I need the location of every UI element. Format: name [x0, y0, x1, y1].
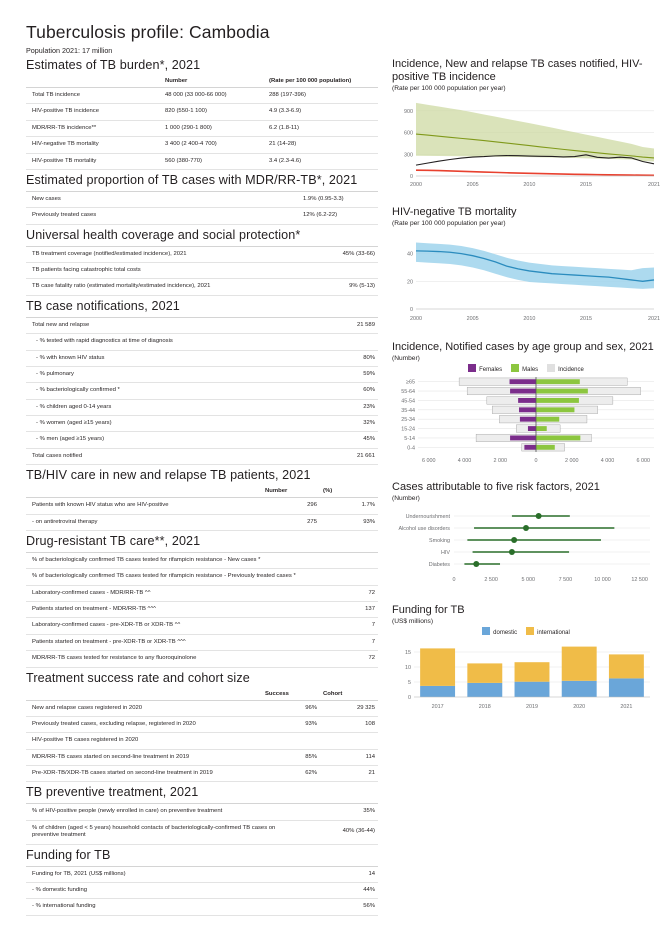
notifications-table — [26, 317, 378, 465]
col-header-blank-ts — [26, 689, 262, 701]
row-label: - % women (aged ≥15 years) — [26, 416, 300, 432]
risk-factor-label: Smoking — [429, 537, 450, 544]
x-tick-label: 2015 — [580, 181, 592, 188]
row-value: 12% (6.2-22) — [300, 208, 378, 224]
row-label: Pre-XDR-TB/XDR-TB cases started on second-line treatment in 2019 — [26, 766, 262, 782]
col-header-number-tbhiv: Number — [262, 486, 320, 498]
col-header-blank — [26, 76, 162, 88]
row-label: HIV-positive TB incidence — [26, 104, 162, 120]
chart-title-age-sex: Incidence, Notified cases by age group and sex, 2021 — [392, 340, 654, 353]
col-header-number: Number — [162, 76, 266, 88]
row-number: 275 — [262, 514, 320, 530]
row-label: Patients started on treatment - pre-XDR-TB or XDR-TB ^^^ — [26, 634, 300, 650]
female-bar — [528, 426, 536, 431]
row-label: - on antiretroviral therapy — [26, 514, 262, 530]
x-tick-label: 2018 — [478, 703, 491, 710]
risk-point — [523, 525, 529, 531]
page-title: Tuberculosis profile: Cambodia — [26, 22, 270, 42]
row-label: - % pulmonary — [26, 366, 300, 382]
row-label: - % bacteriologically confirmed * — [26, 383, 300, 399]
row-value — [300, 552, 378, 568]
table-row — [26, 416, 378, 432]
col-header-cohort: Cohort — [320, 689, 378, 701]
legend-swatch-incidence — [547, 364, 555, 372]
table-row — [26, 317, 378, 333]
row-label: Patients started on treatment - MDR/RR-TB ^^^ — [26, 602, 300, 618]
estimates-table — [26, 76, 378, 170]
table-row — [26, 383, 378, 399]
row-value: 137 — [300, 602, 378, 618]
age-group-label: 0-4 — [407, 445, 415, 452]
y-tick-label: 40 — [407, 251, 413, 258]
table-row — [26, 602, 378, 618]
female-bar — [510, 435, 536, 440]
row-value: 7 — [300, 618, 378, 634]
row-rate: 21 (14-28) — [266, 137, 378, 153]
female-bar — [510, 379, 536, 384]
age-group-label: 45-54 — [401, 398, 415, 405]
row-value: 72 — [300, 651, 378, 667]
table-row — [26, 514, 378, 530]
row-label: Previously treated cases — [26, 208, 300, 224]
funding-bar-international — [562, 646, 597, 680]
table-row — [26, 569, 378, 585]
x-tick-label: 2017 — [431, 703, 444, 710]
y-tick-label: 0 — [410, 306, 413, 313]
x-tick-label: 2021 — [620, 703, 633, 710]
x-tick-label: 4 000 — [600, 457, 615, 464]
funding-bar-international — [515, 662, 550, 682]
age-group-label: 5-14 — [404, 435, 415, 442]
table-row — [26, 399, 378, 415]
x-tick-label: 4 000 — [457, 457, 472, 464]
chart-risk-factors — [392, 481, 660, 592]
table-row — [26, 350, 378, 366]
row-success: 96% — [262, 700, 320, 716]
legend-label-domestic: domestic — [493, 629, 518, 636]
row-value: 80% — [300, 350, 378, 366]
row-success — [262, 733, 320, 749]
legend-swatch-females — [468, 364, 476, 372]
table-row — [26, 866, 378, 882]
legend-label-males: Males — [522, 366, 539, 373]
risk-point — [536, 513, 542, 519]
legend-label-incidence: Incidence — [558, 366, 584, 373]
x-tick-label: 6 000 — [636, 457, 651, 464]
row-label: - % men (aged ≥15 years) — [26, 432, 300, 448]
section-title-estimates: Estimates of TB burden*, 2021 — [26, 58, 201, 72]
row-label: Total cases notified — [26, 448, 300, 464]
row-success: 93% — [262, 716, 320, 732]
col-header-success: Success — [262, 689, 320, 701]
row-label: TB treatment coverage (notified/estimated incidence), 2021 — [26, 246, 300, 262]
col-header-pct-tbhiv: (%) — [320, 486, 378, 498]
x-tick-label: 2010 — [523, 315, 536, 322]
table-row — [26, 498, 378, 514]
section-title-tbhiv: TB/HIV care in new and relapse TB patients, 2021 — [26, 468, 311, 483]
row-value: 32% — [300, 416, 378, 432]
age-group-label: 25-34 — [401, 417, 415, 424]
table-row — [26, 191, 378, 207]
drtb-table — [26, 552, 378, 668]
chart-age-sex — [392, 341, 660, 469]
row-cohort — [320, 733, 378, 749]
row-rate: 4.9 (3.3-6.9) — [266, 104, 378, 120]
row-value: 1.9% (0.95-3.3) — [300, 191, 378, 207]
row-label: TB case fatality ratio (estimated mortality/estimated incidence), 2021 — [26, 279, 300, 295]
row-label: Funding for TB, 2021 (US$ millions) — [26, 866, 300, 882]
y-tick-label: 300 — [404, 152, 413, 159]
row-label: % of HIV-positive people (newly enrolled in care) on preventive treatment — [26, 804, 300, 820]
row-rate: 288 (197-396) — [266, 88, 378, 104]
y-tick-label: 0 — [408, 694, 411, 701]
row-number: 296 — [262, 498, 320, 514]
table-row — [26, 618, 378, 634]
row-value: 23% — [300, 399, 378, 415]
male-bar — [536, 398, 579, 403]
male-bar — [536, 426, 547, 431]
table-row — [26, 334, 378, 350]
table-row — [26, 120, 378, 136]
x-tick-label: 2000 — [410, 315, 422, 322]
row-value: 40% (36-44) — [300, 820, 378, 844]
section-title-preventive: TB preventive treatment, 2021 — [26, 785, 199, 800]
row-label: New cases — [26, 191, 300, 207]
row-label: HIV-negative TB mortality — [26, 137, 162, 153]
section-title-drtb: Drug-resistant TB care**, 2021 — [26, 533, 201, 548]
row-percent: 1.7% — [320, 498, 378, 514]
legend-swatch-domestic — [482, 627, 490, 635]
legend-swatch-international — [526, 627, 534, 635]
legend-age-sex — [392, 364, 660, 373]
row-label: Total new and relapse — [26, 317, 300, 333]
female-bar — [520, 417, 536, 422]
col-header-blank-tbhiv — [26, 486, 262, 498]
row-label: MDR/RR-TB cases started on second-line treatment in 2019 — [26, 749, 262, 765]
row-value: 60% — [300, 383, 378, 399]
table-row — [26, 804, 378, 820]
risk-point — [511, 537, 517, 543]
row-label: Laboratory-confirmed cases - pre-XDR-TB or XDR-TB ^^ — [26, 618, 300, 634]
male-bar — [536, 417, 559, 422]
row-label: % of children (aged < 5 years) household contacts of bacteriologically-confirmed TB cases on preventive treatment — [26, 820, 300, 844]
table-row — [26, 552, 378, 568]
risk-point — [473, 561, 479, 567]
incidence-uncertainty-band — [416, 103, 654, 162]
x-tick-label: 7 500 — [558, 576, 573, 583]
row-number: 3 400 (2 400-4 700) — [162, 137, 266, 153]
section-title-treatment-success: Treatment success rate and cohort size — [26, 670, 250, 685]
x-tick-label: 5 000 — [521, 576, 535, 583]
row-value — [300, 263, 378, 279]
risk-factor-label: Alcohol use disorders — [398, 525, 450, 532]
female-bar — [519, 407, 536, 412]
row-value: 7 — [300, 634, 378, 650]
chart-title-mortality: HIV-negative TB mortality — [392, 205, 517, 218]
chart-title-risk-factors: Cases attributable to five risk factors, 2021 — [392, 480, 600, 493]
table-row — [26, 585, 378, 601]
legend-swatch-males — [511, 364, 519, 372]
table-row — [26, 448, 378, 464]
legend-item-incidence — [547, 364, 584, 373]
row-number: 1 000 (290-1 800) — [162, 120, 266, 136]
y-tick-label: 900 — [404, 108, 413, 115]
x-tick-label: 6 000 — [421, 457, 436, 464]
section-title-notifications: TB case notifications, 2021 — [26, 298, 180, 313]
x-tick-label: 12 500 — [631, 576, 648, 583]
table-row — [26, 634, 378, 650]
funding-bar-international — [609, 654, 644, 678]
legend-item-females — [468, 364, 502, 373]
row-value: 72 — [300, 585, 378, 601]
right-column — [392, 22, 660, 940]
row-percent: 93% — [320, 514, 378, 530]
x-tick-label: 2 500 — [484, 576, 498, 583]
row-cohort: 21 — [320, 766, 378, 782]
x-tick-label: 2005 — [466, 181, 479, 188]
row-label: TB patients facing catastrophic total costs — [26, 263, 300, 279]
risk-factor-label: HIV — [441, 549, 450, 556]
row-value: 44% — [300, 882, 378, 898]
section-title-funding-table: Funding for TB — [26, 847, 111, 862]
left-column — [26, 22, 378, 940]
legend-item-international — [526, 627, 570, 636]
male-bar — [536, 379, 580, 384]
funding-table — [26, 866, 378, 916]
row-success: 85% — [262, 749, 320, 765]
row-label: Patients with known HIV status who are HIV-positive — [26, 498, 262, 514]
table-row — [26, 263, 378, 279]
row-value: 21 589 — [300, 317, 378, 333]
table-row — [26, 279, 378, 295]
row-value: 14 — [300, 866, 378, 882]
row-label: New and relapse cases registered in 2020 — [26, 700, 262, 716]
row-value: 35% — [300, 804, 378, 820]
row-number: 820 (550-1 100) — [162, 104, 266, 120]
row-rate: 6.2 (1.8-11) — [266, 120, 378, 136]
row-label: HIV-positive TB cases registered in 2020 — [26, 733, 262, 749]
row-label: - % international funding — [26, 899, 300, 915]
x-tick-label: 2 000 — [565, 457, 579, 464]
row-label: - % with known HIV status — [26, 350, 300, 366]
y-tick-label: 20 — [407, 279, 413, 286]
age-sex-plot — [392, 374, 660, 469]
age-group-label: 55-64 — [401, 388, 415, 395]
incidence-plot — [392, 94, 660, 194]
table-row — [26, 366, 378, 382]
female-bar — [510, 389, 536, 394]
female-bar — [524, 445, 536, 450]
row-value: 45% (33-66) — [300, 246, 378, 262]
funding-bar-international — [467, 663, 502, 683]
x-tick-label: 2019 — [526, 703, 538, 710]
legend-label-females: Females — [479, 366, 503, 373]
row-value: 9% (5-13) — [300, 279, 378, 295]
population-line: Population 2021: 17 million — [26, 46, 113, 55]
funding-plot — [392, 637, 660, 717]
row-label: MDR/RR-TB cases tested for resistance to any fluoroquinolone — [26, 651, 300, 667]
funding-bar-domestic — [515, 682, 550, 697]
row-cohort: 114 — [320, 749, 378, 765]
y-tick-label: 10 — [405, 664, 411, 671]
table-row — [26, 733, 378, 749]
table-row — [26, 153, 378, 169]
row-cohort: 29 325 — [320, 700, 378, 716]
x-tick-label: 2021 — [648, 315, 660, 322]
chart-subtitle-age-sex: (Number) — [392, 354, 420, 362]
y-tick-label: 15 — [405, 649, 411, 656]
row-label: % of bacteriologically confirmed TB cases tested for rifampicin resistance - New cases * — [26, 552, 300, 568]
row-value: 56% — [300, 899, 378, 915]
row-label: MDR/RR-TB incidence** — [26, 120, 162, 136]
table-row — [26, 208, 378, 224]
x-tick-label: 2005 — [466, 315, 479, 322]
legend-item-males — [511, 364, 538, 373]
x-tick-label: 10 000 — [594, 576, 611, 583]
row-value: 21 661 — [300, 448, 378, 464]
risk-factor-label: Diabetes — [428, 561, 450, 568]
row-rate: 3.4 (2.3-4.6) — [266, 153, 378, 169]
risk-point — [509, 549, 515, 555]
age-group-label: ≥65 — [406, 379, 415, 386]
row-label: - % children aged 0-14 years — [26, 399, 300, 415]
legend-funding — [392, 627, 660, 636]
male-bar — [536, 407, 574, 412]
table-row — [26, 899, 378, 915]
uhc-table — [26, 246, 378, 296]
row-value: 59% — [300, 366, 378, 382]
y-tick-label: 0 — [410, 173, 413, 180]
chart-mortality — [392, 206, 660, 329]
y-tick-label: 5 — [408, 679, 411, 686]
section-title-mdr-proportion: Estimated proportion of TB cases with MDR/RR-TB*, 2021 — [26, 172, 358, 187]
row-value — [300, 569, 378, 585]
risk-factors-plot — [392, 504, 660, 592]
table-row — [26, 820, 378, 844]
x-tick-label: 2020 — [573, 703, 586, 710]
y-tick-label: 600 — [404, 130, 413, 137]
chart-subtitle-funding: (US$ millions) — [392, 617, 434, 625]
row-value — [300, 334, 378, 350]
chart-subtitle-incidence: (Rate per 100 000 population per year) — [392, 84, 506, 92]
male-bar — [536, 435, 580, 440]
x-tick-label: 2 000 — [493, 457, 507, 464]
col-header-rate: (Rate per 100 000 population) — [266, 76, 378, 88]
table-row — [26, 716, 378, 732]
funding-bar-domestic — [609, 678, 644, 697]
tbhiv-table — [26, 486, 378, 531]
table-row — [26, 766, 378, 782]
chart-title-funding: Funding for TB — [392, 603, 465, 616]
x-tick-label: 2000 — [410, 181, 422, 188]
male-bar — [536, 389, 588, 394]
funding-bar-domestic — [420, 686, 455, 697]
x-tick-label: 0 — [534, 457, 538, 464]
table-row — [26, 651, 378, 667]
chart-subtitle-risk-factors: (Number) — [392, 494, 420, 502]
table-row — [26, 88, 378, 104]
mdr-proportion-table — [26, 191, 378, 225]
row-label: Previously treated cases, excluding relapse, registered in 2020 — [26, 716, 262, 732]
preventive-table — [26, 803, 378, 844]
funding-bar-domestic — [562, 681, 597, 697]
table-row — [26, 700, 378, 716]
age-group-label: 15-24 — [401, 426, 415, 433]
chart-title-incidence: Incidence, New and relapse TB cases notified, HIV-positive TB incidence — [392, 58, 643, 83]
row-number: 560 (380-770) — [162, 153, 266, 169]
row-label: Total TB incidence — [26, 88, 162, 104]
row-label: Laboratory-confirmed cases - MDR/RR-TB ^^ — [26, 585, 300, 601]
male-bar — [536, 445, 555, 450]
x-tick-label: 2010 — [523, 181, 536, 188]
female-bar — [518, 398, 536, 403]
section-title-uhc: Universal health coverage and social protection* — [26, 227, 301, 242]
chart-incidence — [392, 58, 660, 194]
row-success: 62% — [262, 766, 320, 782]
risk-factor-label: Undernourishment — [405, 513, 450, 520]
mortality-plot — [392, 229, 660, 329]
legend-item-domestic — [482, 627, 517, 636]
table-row — [26, 432, 378, 448]
table-row — [26, 882, 378, 898]
row-label: - % tested with rapid diagnostics at time of diagnosis — [26, 334, 300, 350]
funding-bar-domestic — [467, 683, 502, 697]
chart-subtitle-mortality: (Rate per 100 000 population per year) — [392, 219, 506, 227]
age-group-label: 35-44 — [401, 407, 415, 414]
legend-label-international: international — [537, 629, 570, 636]
chart-funding — [392, 604, 660, 717]
series-line-4 — [416, 170, 654, 175]
treatment-success-table — [26, 689, 378, 783]
mortality-uncertainty-band — [416, 242, 654, 288]
row-label: % of bacteriologically confirmed TB cases tested for rifampicin resistance - Previously treated cases * — [26, 569, 300, 585]
x-tick-label: 2015 — [580, 315, 592, 322]
row-label: HIV-positive TB mortality — [26, 153, 162, 169]
x-tick-label: 2021 — [648, 181, 660, 188]
row-cohort: 108 — [320, 716, 378, 732]
funding-bar-international — [420, 648, 455, 686]
row-value: 45% — [300, 432, 378, 448]
row-number: 48 000 (33 000-66 000) — [162, 88, 266, 104]
x-tick-label: 0 — [452, 576, 456, 583]
table-row — [26, 104, 378, 120]
table-row — [26, 749, 378, 765]
table-row — [26, 246, 378, 262]
table-row — [26, 137, 378, 153]
row-label: - % domestic funding — [26, 882, 300, 898]
